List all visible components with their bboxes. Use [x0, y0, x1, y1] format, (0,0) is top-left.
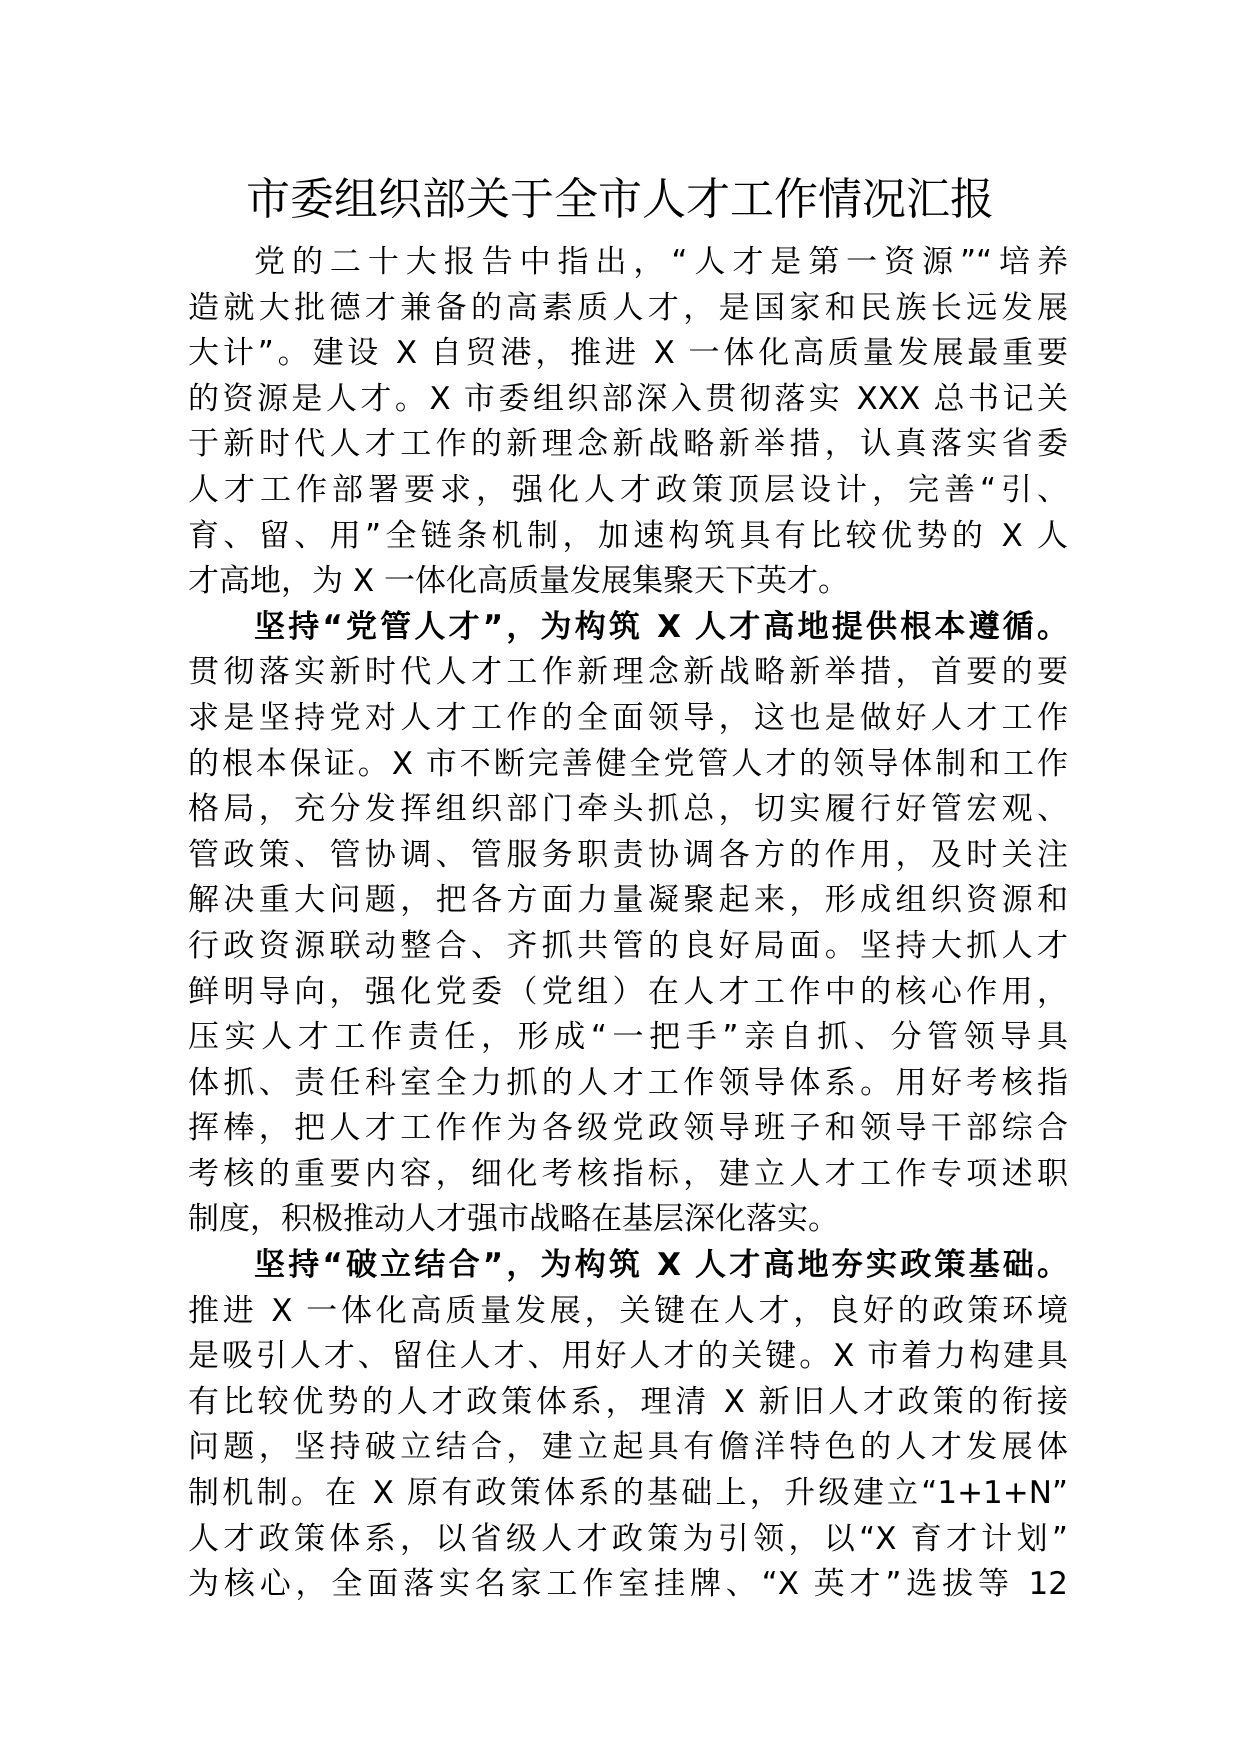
- section-heading-line: 坚持“党管人才”，为构筑 X 人才高地提供根本遵循。: [254, 608, 1068, 645]
- paragraph-line: 管政策、管协调、管服务职责协调各方的作用，及时关注: [188, 836, 1068, 873]
- paragraph-line: 人才工作部署要求，强化人才政策顶层设计，完善“引、: [188, 471, 1068, 508]
- paragraph-line: 行政资源联动整合、齐抓共管的良好局面。坚持大抓人才: [188, 927, 1068, 964]
- document-title: 市委组织部关于全市人才工作情况汇报: [246, 174, 994, 225]
- paragraph-line: 造就大批德才兼备的高素质人才，是国家和民族长远发展: [188, 289, 1068, 326]
- paragraph-line: 问题，坚持破立结合，建立起具有儋洋特色的人才发展体: [188, 1429, 1068, 1466]
- paragraph-line: 鲜明导向，强化党委（党组）在人才工作中的核心作用，: [188, 973, 1068, 1010]
- paragraph-line: 大计”。建设 X 自贸港，推进 X 一体化高质量发展最重要: [188, 335, 1068, 372]
- paragraph-line: 人才政策体系，以省级人才政策为引领，以“X 育才计划”: [188, 1520, 1068, 1557]
- paragraph-line: 求是坚持党对人才工作的全面领导，这也是做好人才工作: [188, 699, 1068, 736]
- paragraph-line: 的根本保证。X 市不断完善健全党管人才的领导体制和工作: [188, 745, 1068, 782]
- paragraph-line: 格局，充分发挥组织部门牵头抓总，切实履行好管宏观、: [188, 791, 1068, 828]
- paragraph-line: 制度，积极推动人才强市战略在基层深化落实。: [188, 1201, 839, 1238]
- paragraph-line: 才高地，为 X 一体化高质量发展集聚天下英才。: [188, 563, 849, 600]
- paragraph-line: 的资源是人才。X 市委组织部深入贯彻落实 XXX 总书记关: [188, 380, 1068, 417]
- paragraph-line: 考核的重要内容，细化考核指标，建立人才工作专项述职: [188, 1155, 1068, 1192]
- paragraph-line: 挥棒，把人才工作作为各级党政领导班子和领导干部综合: [188, 1110, 1068, 1147]
- paragraph-line: 有比较优势的人才政策体系，理清 X 新旧人才政策的衔接: [188, 1383, 1068, 1420]
- paragraph-line: 推进 X 一体化高质量发展，关键在人才，良好的政策环境: [188, 1292, 1068, 1329]
- section-heading-line: 坚持“破立结合”，为构筑 X 人才高地夯实政策基础。: [254, 1247, 1068, 1284]
- paragraph-line: 制机制。在 X 原有政策体系的基础上，升级建立“1+1+N”: [188, 1475, 1068, 1512]
- paragraph-line: 贯彻落实新时代人才工作新理念新战略新举措，首要的要: [188, 654, 1068, 691]
- paragraph-line: 解决重大问题，把各方面力量凝聚起来，形成组织资源和: [188, 882, 1068, 919]
- paragraph-line: 育、留、用”全链条机制，加速构筑具有比较优势的 X 人: [188, 517, 1068, 554]
- document-body: [188, 240, 1068, 1608]
- paragraph-line: 是吸引人才、留住人才、用好人才的关键。X 市着力构建具: [188, 1338, 1068, 1375]
- paragraph-line: 压实人才工作责任，形成“一把手”亲自抓、分管领导具: [188, 1019, 1068, 1056]
- paragraph-line: 为核心，全面落实名家工作室挂牌、“X 英才”选拔等 12: [188, 1566, 1068, 1603]
- paragraph-line: 于新时代人才工作的新理念新战略新举措，认真落实省委: [188, 426, 1068, 463]
- paragraph-line: 体抓、责任科室全力抓的人才工作领导体系。用好考核指: [188, 1064, 1068, 1101]
- paragraph-line: 党的二十大报告中指出，“人才是第一资源”“培养: [254, 244, 1068, 280]
